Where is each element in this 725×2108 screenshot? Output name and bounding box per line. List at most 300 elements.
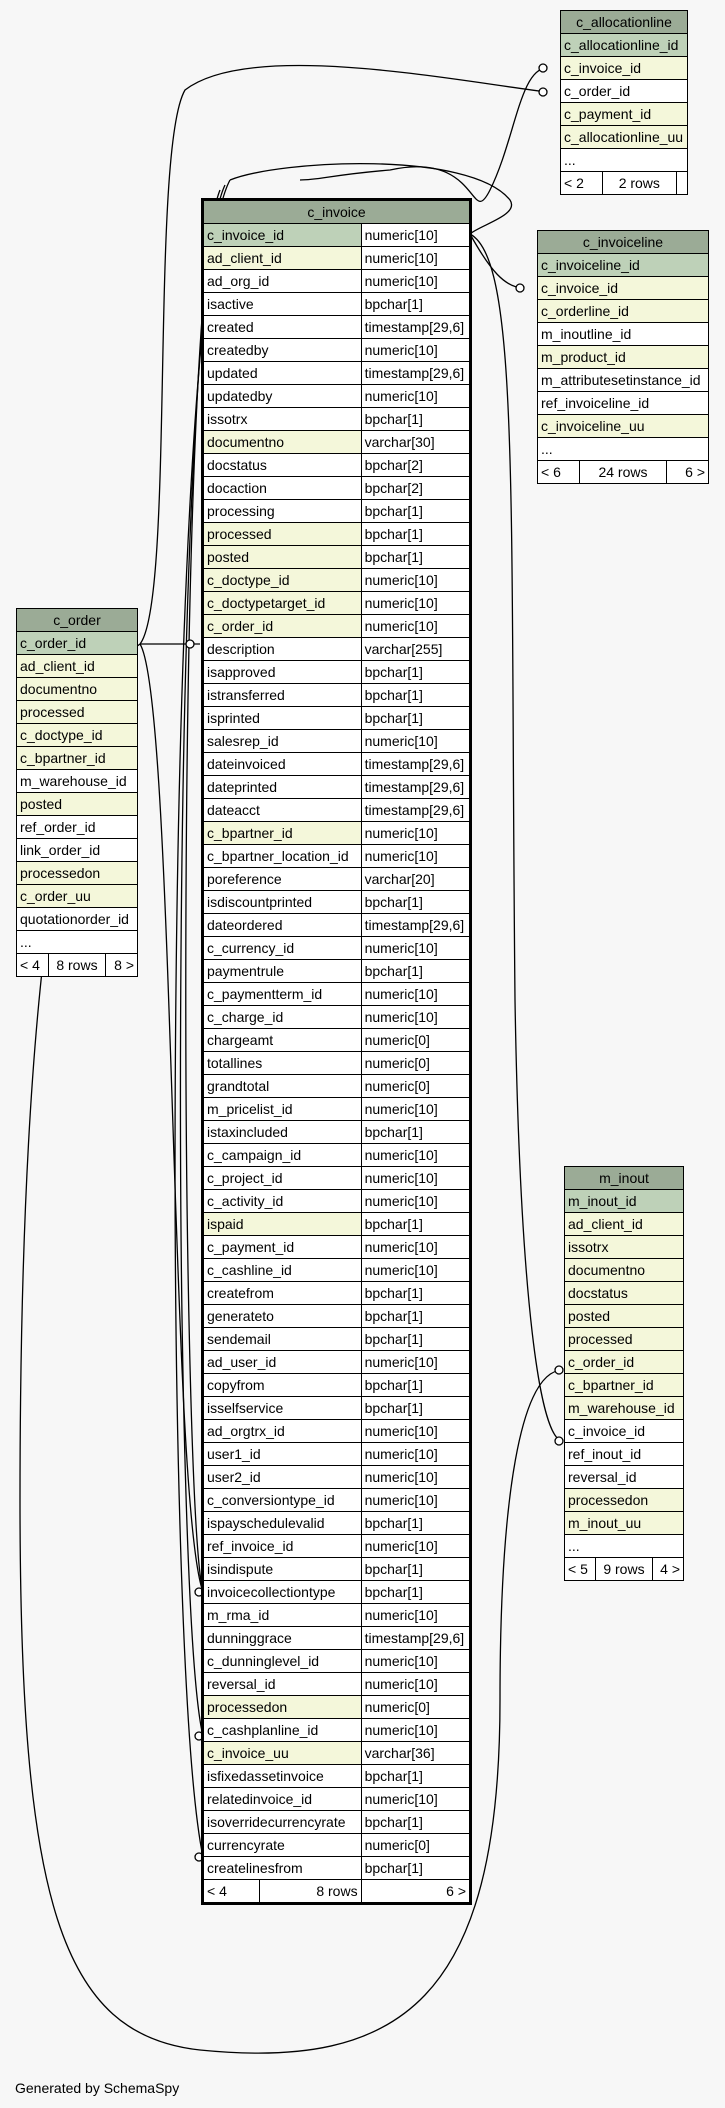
column-type: bpchar[1] [361, 684, 469, 707]
column-row[interactable] [561, 34, 688, 57]
column-name[interactable]: dateacct [204, 799, 362, 822]
column-row[interactable] [204, 293, 470, 316]
column-name[interactable]: c_campaign_id [204, 1144, 362, 1167]
column-row[interactable] [204, 891, 470, 914]
column-name[interactable]: ad_client_id [204, 247, 362, 270]
column-name[interactable]: isapproved [204, 661, 362, 684]
column-row[interactable] [204, 1121, 470, 1144]
column-name[interactable]: ad_orgtrx_id [204, 1420, 362, 1443]
column-type: numeric[10] [361, 1351, 469, 1374]
column-type: bpchar[1] [361, 960, 469, 983]
column-type: bpchar[1] [361, 546, 469, 569]
column-name[interactable]: invoicecollectiontype [204, 1581, 362, 1604]
column-name[interactable]: user2_id [204, 1466, 362, 1489]
column-row[interactable] [204, 1673, 470, 1696]
column-row[interactable] [538, 277, 709, 300]
parents-count[interactable]: < 4 [204, 1880, 260, 1903]
column-type: numeric[10] [361, 1489, 469, 1512]
table-header[interactable]: c_allocationline [561, 11, 688, 34]
column-row[interactable] [565, 1535, 684, 1558]
column-type: numeric[10] [361, 822, 469, 845]
column-name[interactable]: currencyrate [204, 1834, 362, 1857]
column-row[interactable] [204, 1328, 470, 1351]
column-row[interactable] [565, 1305, 684, 1328]
column-name[interactable]: docstatus [204, 454, 362, 477]
column-name[interactable]: c_paymentterm_id [204, 983, 362, 1006]
column-row[interactable] [17, 655, 138, 678]
column-name[interactable]: ad_client_id [17, 655, 138, 678]
column-type: bpchar[1] [361, 1581, 469, 1604]
column-name[interactable]: istransferred [204, 684, 362, 707]
column-type: numeric[10] [361, 1650, 469, 1673]
column-row[interactable] [204, 431, 470, 454]
children-count[interactable] [677, 172, 688, 195]
column-name[interactable]: ref_invoiceline_id [538, 392, 709, 415]
column-name[interactable]: created [204, 316, 362, 339]
column-type: numeric[0] [361, 1075, 469, 1098]
column-name[interactable]: processing [204, 500, 362, 523]
column-name[interactable]: relatedinvoice_id [204, 1788, 362, 1811]
column-row[interactable] [204, 1765, 470, 1788]
edge-end-circle [555, 1366, 563, 1374]
column-name[interactable]: chargeamt [204, 1029, 362, 1052]
column-row[interactable] [538, 300, 709, 323]
column-row[interactable] [204, 569, 470, 592]
column-row[interactable] [561, 149, 688, 172]
column-name[interactable]: m_inout_id [565, 1190, 684, 1213]
column-name[interactable]: createfrom [204, 1282, 362, 1305]
column-type: bpchar[1] [361, 1397, 469, 1420]
column-row[interactable] [561, 80, 688, 103]
column-name[interactable]: c_invoice_id [561, 57, 688, 80]
column-row[interactable] [204, 1558, 470, 1581]
column-row[interactable] [538, 369, 709, 392]
column-row[interactable] [204, 1581, 470, 1604]
column-name[interactable]: c_order_id [565, 1351, 684, 1374]
column-name[interactable]: isactive [204, 293, 362, 316]
column-row[interactable] [561, 57, 688, 80]
table-footer-row [17, 954, 138, 977]
column-row[interactable] [204, 1535, 470, 1558]
column-name[interactable]: posted [17, 793, 138, 816]
column-row[interactable] [204, 1259, 470, 1282]
column-row[interactable] [204, 1167, 470, 1190]
column-row[interactable] [204, 1443, 470, 1466]
column-name[interactable]: docaction [204, 477, 362, 500]
column-name[interactable]: m_warehouse_id [565, 1397, 684, 1420]
column-name[interactable]: c_currency_id [204, 937, 362, 960]
column-name[interactable]: c_invoiceline_id [538, 254, 709, 277]
edge-end-circle [186, 640, 194, 648]
column-name[interactable]: ad_org_id [204, 270, 362, 293]
column-name[interactable]: m_attributesetinstance_id [538, 369, 709, 392]
column-row[interactable] [204, 408, 470, 431]
column-name[interactable]: createlinesfrom [204, 1857, 362, 1880]
column-type: bpchar[1] [361, 1558, 469, 1581]
column-name[interactable]: salesrep_id [204, 730, 362, 753]
column-name[interactable]: ref_order_id [17, 816, 138, 839]
column-name[interactable]: c_invoiceline_uu [538, 415, 709, 438]
column-type: bpchar[1] [361, 1305, 469, 1328]
column-type: varchar[30] [361, 431, 469, 454]
column-row[interactable] [204, 362, 470, 385]
column-row[interactable] [565, 1443, 684, 1466]
column-row[interactable] [204, 753, 470, 776]
column-row[interactable] [204, 385, 470, 408]
column-row[interactable] [565, 1213, 684, 1236]
column-row[interactable] [204, 500, 470, 523]
column-name[interactable]: m_inout_uu [565, 1512, 684, 1535]
column-row[interactable] [204, 1098, 470, 1121]
column-name[interactable]: c_project_id [204, 1167, 362, 1190]
table-header[interactable]: c_order [17, 609, 138, 632]
column-row[interactable] [565, 1351, 684, 1374]
column-row[interactable] [204, 1696, 470, 1719]
column-type: bpchar[1] [361, 1121, 469, 1144]
column-row[interactable] [204, 339, 470, 362]
column-row[interactable] [204, 1489, 470, 1512]
column-name[interactable]: istaxincluded [204, 1121, 362, 1144]
column-row[interactable] [204, 845, 470, 868]
column-type: timestamp[29,6] [361, 1627, 469, 1650]
column-name[interactable]: isdiscountprinted [204, 891, 362, 914]
generated-by-footer: Generated by SchemaSpy [15, 2080, 180, 2096]
column-row[interactable] [204, 1075, 470, 1098]
column-row[interactable] [565, 1236, 684, 1259]
column-row[interactable] [204, 914, 470, 937]
column-row[interactable] [204, 1029, 470, 1052]
column-name[interactable]: docstatus [565, 1282, 684, 1305]
column-type: numeric[10] [361, 592, 469, 615]
column-row[interactable] [204, 776, 470, 799]
column-row[interactable] [17, 839, 138, 862]
column-row[interactable] [538, 415, 709, 438]
column-type: numeric[10] [361, 1420, 469, 1443]
column-name[interactable]: c_doctype_id [204, 569, 362, 592]
column-type: bpchar[1] [361, 293, 469, 316]
column-name[interactable]: generateto [204, 1305, 362, 1328]
column-row[interactable] [565, 1259, 684, 1282]
column-name[interactable]: dateordered [204, 914, 362, 937]
column-row[interactable] [204, 615, 470, 638]
column-name[interactable]: c_invoice_id [204, 224, 362, 247]
column-row[interactable] [565, 1282, 684, 1305]
column-type: bpchar[1] [361, 891, 469, 914]
column-name[interactable]: c_charge_id [204, 1006, 362, 1029]
table-header[interactable]: c_invoiceline [538, 231, 709, 254]
column-row[interactable] [204, 1351, 470, 1374]
column-name[interactable]: user1_id [204, 1443, 362, 1466]
column-row[interactable] [565, 1466, 684, 1489]
column-name[interactable]: createdby [204, 339, 362, 362]
column-name[interactable]: totallines [204, 1052, 362, 1075]
table-c_invoice[interactable] [203, 200, 470, 1903]
children-count[interactable]: 6 > [361, 1880, 469, 1903]
edge-order-invoice-lower [140, 644, 203, 1592]
column-name[interactable]: dunninggrace [204, 1627, 362, 1650]
column-row[interactable] [565, 1374, 684, 1397]
column-row[interactable] [565, 1512, 684, 1535]
column-row[interactable] [565, 1420, 684, 1443]
column-name[interactable]: ispayschedulevalid [204, 1512, 362, 1535]
column-row[interactable] [204, 661, 470, 684]
column-name[interactable]: c_cashplanline_id [204, 1719, 362, 1742]
column-row[interactable] [204, 638, 470, 661]
column-name[interactable]: processedon [204, 1696, 362, 1719]
column-name[interactable]: c_order_id [17, 632, 138, 655]
column-row[interactable] [204, 1213, 470, 1236]
column-row[interactable] [204, 1604, 470, 1627]
column-row[interactable] [204, 546, 470, 569]
column-name[interactable]: c_allocationline_uu [561, 126, 688, 149]
column-name[interactable]: ad_user_id [204, 1351, 362, 1374]
column-row[interactable] [204, 1282, 470, 1305]
column-row[interactable] [204, 1420, 470, 1443]
column-name[interactable]: grandtotal [204, 1075, 362, 1098]
column-name[interactable]: processed [204, 523, 362, 546]
column-name[interactable]: isfixedassetinvoice [204, 1765, 362, 1788]
parents-count[interactable]: < 2 [561, 172, 603, 195]
column-name[interactable]: issotrx [204, 408, 362, 431]
column-row[interactable] [204, 799, 470, 822]
column-name[interactable]: isselfservice [204, 1397, 362, 1420]
column-row[interactable] [204, 477, 470, 500]
column-row[interactable] [17, 632, 138, 655]
row-count: 9 rows [596, 1558, 652, 1581]
column-row[interactable] [204, 1834, 470, 1857]
column-name[interactable]: updated [204, 362, 362, 385]
column-name[interactable]: ad_client_id [565, 1213, 684, 1236]
column-name[interactable]: poreference [204, 868, 362, 891]
column-row[interactable] [17, 678, 138, 701]
column-row[interactable] [17, 747, 138, 770]
column-name[interactable]: updatedby [204, 385, 362, 408]
children-count[interactable]: 4 > [652, 1558, 683, 1581]
edge-allocationline-invoice [300, 68, 547, 201]
column-row[interactable] [204, 1374, 470, 1397]
edge-end-circle [195, 1732, 203, 1740]
column-name[interactable]: documentno [565, 1259, 684, 1282]
column-name[interactable]: link_order_id [17, 839, 138, 862]
column-name[interactable]: c_allocationline_id [561, 34, 688, 57]
column-name[interactable]: reversal_id [204, 1673, 362, 1696]
column-row[interactable] [565, 1190, 684, 1213]
column-name[interactable]: issotrx [565, 1236, 684, 1259]
column-row[interactable] [17, 862, 138, 885]
column-row[interactable] [565, 1397, 684, 1420]
column-row[interactable] [204, 937, 470, 960]
children-count[interactable]: 6 > [667, 461, 709, 484]
column-row[interactable] [17, 816, 138, 839]
column-type: bpchar[1] [361, 1328, 469, 1351]
column-name[interactable]: c_doctypetarget_id [204, 592, 362, 615]
column-name[interactable]: ... [561, 149, 688, 172]
column-row[interactable] [565, 1328, 684, 1351]
column-row[interactable] [204, 1236, 470, 1259]
column-name[interactable]: c_payment_id [561, 103, 688, 126]
column-row[interactable] [204, 868, 470, 891]
column-name[interactable]: c_doctype_id [17, 724, 138, 747]
column-row[interactable] [204, 1719, 470, 1742]
column-type: numeric[0] [361, 1052, 469, 1075]
column-type: numeric[10] [361, 1006, 469, 1029]
column-name[interactable]: c_bpartner_id [204, 822, 362, 845]
table-header[interactable]: m_inout [565, 1167, 684, 1190]
column-row[interactable] [204, 1144, 470, 1167]
column-name[interactable]: processedon [17, 862, 138, 885]
table-c_allocationline[interactable] [560, 10, 688, 195]
column-name[interactable]: documentno [204, 431, 362, 454]
column-name[interactable]: c_dunninglevel_id [204, 1650, 362, 1673]
parents-count[interactable]: < 6 [538, 461, 580, 484]
column-name[interactable]: c_cashline_id [204, 1259, 362, 1282]
parents-count[interactable]: < 4 [17, 954, 49, 977]
column-row[interactable] [538, 254, 709, 277]
column-row[interactable] [204, 247, 470, 270]
column-name[interactable]: description [204, 638, 362, 661]
column-type: bpchar[1] [361, 1282, 469, 1305]
table-c_order[interactable] [16, 608, 138, 977]
column-name[interactable]: ... [17, 931, 138, 954]
column-name[interactable]: documentno [17, 678, 138, 701]
column-row[interactable] [204, 707, 470, 730]
edge-end-circle [516, 284, 524, 292]
column-name[interactable]: reversal_id [565, 1466, 684, 1489]
column-row[interactable] [17, 931, 138, 954]
column-row[interactable] [204, 1512, 470, 1535]
column-name[interactable]: ref_inout_id [565, 1443, 684, 1466]
column-type: numeric[10] [361, 270, 469, 293]
column-name[interactable]: ... [565, 1535, 684, 1558]
column-type: numeric[10] [361, 1788, 469, 1811]
column-row[interactable] [561, 126, 688, 149]
column-name[interactable]: c_order_uu [17, 885, 138, 908]
column-name[interactable]: m_pricelist_id [204, 1098, 362, 1121]
column-name[interactable]: ref_invoice_id [204, 1535, 362, 1558]
column-row[interactable] [538, 323, 709, 346]
column-name[interactable]: m_inoutline_id [538, 323, 709, 346]
column-row[interactable] [538, 438, 709, 461]
column-name[interactable]: posted [204, 546, 362, 569]
column-type: varchar[255] [361, 638, 469, 661]
column-row[interactable] [204, 592, 470, 615]
column-type: numeric[10] [361, 1098, 469, 1121]
column-name[interactable]: c_invoice_uu [204, 1742, 362, 1765]
column-row[interactable] [204, 1190, 470, 1213]
column-name[interactable]: copyfrom [204, 1374, 362, 1397]
column-name[interactable]: posted [565, 1305, 684, 1328]
column-name[interactable]: c_orderline_id [538, 300, 709, 323]
column-name[interactable]: quotationorder_id [17, 908, 138, 931]
column-name[interactable]: processed [565, 1328, 684, 1351]
column-row[interactable] [17, 724, 138, 747]
column-name[interactable]: c_order_id [561, 80, 688, 103]
column-row[interactable] [17, 908, 138, 931]
column-type: numeric[10] [361, 937, 469, 960]
column-name[interactable]: c_bpartner_location_id [204, 845, 362, 868]
column-name[interactable]: m_rma_id [204, 1604, 362, 1627]
column-row[interactable] [204, 730, 470, 753]
column-row[interactable] [561, 103, 688, 126]
column-name[interactable]: isindispute [204, 1558, 362, 1581]
column-name[interactable]: c_order_id [204, 615, 362, 638]
column-name[interactable]: ... [538, 438, 709, 461]
column-type: numeric[10] [361, 1466, 469, 1489]
column-name[interactable]: ispaid [204, 1213, 362, 1236]
table-m_inout[interactable] [564, 1166, 684, 1581]
parents-count[interactable]: < 5 [565, 1558, 596, 1581]
column-row[interactable] [204, 224, 470, 247]
column-name[interactable]: dateprinted [204, 776, 362, 799]
column-name[interactable]: c_bpartner_id [17, 747, 138, 770]
column-type: numeric[10] [361, 224, 469, 247]
column-row[interactable] [204, 454, 470, 477]
column-row[interactable] [204, 1627, 470, 1650]
column-row[interactable] [204, 1305, 470, 1328]
column-name[interactable]: dateinvoiced [204, 753, 362, 776]
column-row[interactable] [204, 1052, 470, 1075]
column-name[interactable]: processedon [565, 1489, 684, 1512]
column-name[interactable]: c_invoice_id [538, 277, 709, 300]
column-name[interactable]: m_warehouse_id [17, 770, 138, 793]
column-row[interactable] [204, 822, 470, 845]
table-c_invoiceline[interactable] [537, 230, 709, 484]
column-row[interactable] [204, 1397, 470, 1420]
column-type: numeric[10] [361, 1673, 469, 1696]
column-row[interactable] [17, 793, 138, 816]
column-row[interactable] [204, 1811, 470, 1834]
column-name[interactable]: m_product_id [538, 346, 709, 369]
column-row[interactable] [538, 392, 709, 415]
column-name[interactable]: c_activity_id [204, 1190, 362, 1213]
column-name[interactable]: c_conversiontype_id [204, 1489, 362, 1512]
column-row[interactable] [204, 1742, 470, 1765]
column-row[interactable] [204, 1788, 470, 1811]
column-row[interactable] [204, 960, 470, 983]
column-name[interactable]: sendemail [204, 1328, 362, 1351]
column-row[interactable] [204, 1466, 470, 1489]
column-type: bpchar[2] [361, 477, 469, 500]
column-row[interactable] [204, 270, 470, 293]
column-row[interactable] [204, 523, 470, 546]
column-type: bpchar[1] [361, 1857, 469, 1880]
column-type: bpchar[1] [361, 661, 469, 684]
column-row[interactable] [17, 770, 138, 793]
column-row[interactable] [17, 885, 138, 908]
table-header[interactable]: c_invoice [204, 201, 470, 224]
column-row[interactable] [204, 316, 470, 339]
column-name[interactable]: c_invoice_id [565, 1420, 684, 1443]
column-row[interactable] [204, 1006, 470, 1029]
column-name[interactable]: isoverridecurrencyrate [204, 1811, 362, 1834]
column-type: timestamp[29,6] [361, 914, 469, 937]
column-row[interactable] [565, 1489, 684, 1512]
column-name[interactable]: isprinted [204, 707, 362, 730]
column-row[interactable] [17, 701, 138, 724]
column-row[interactable] [538, 346, 709, 369]
column-row[interactable] [204, 1650, 470, 1673]
column-row[interactable] [204, 983, 470, 1006]
row-count: 8 rows [48, 954, 105, 977]
column-row[interactable] [204, 684, 470, 707]
column-name[interactable]: processed [17, 701, 138, 724]
children-count[interactable]: 8 > [106, 954, 138, 977]
column-name[interactable]: c_bpartner_id [565, 1374, 684, 1397]
column-type: numeric[0] [361, 1834, 469, 1857]
column-row[interactable] [204, 1857, 470, 1880]
column-name[interactable]: c_payment_id [204, 1236, 362, 1259]
column-name[interactable]: paymentrule [204, 960, 362, 983]
